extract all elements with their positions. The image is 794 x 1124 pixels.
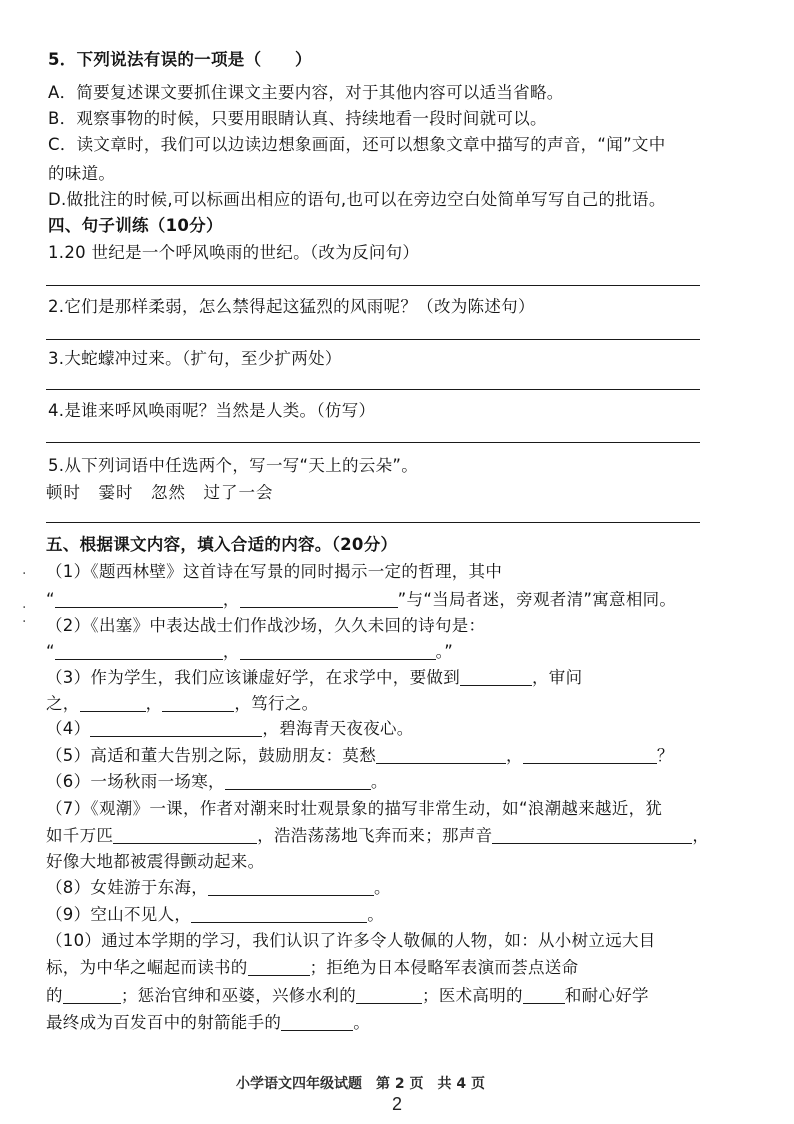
quote-open: “ xyxy=(46,590,55,609)
item3-line1 xyxy=(46,666,582,690)
item1-line2 xyxy=(46,588,676,612)
item9-line xyxy=(46,903,384,927)
item10-text-mid2: ；医术高明的 xyxy=(422,986,523,1005)
item5-line xyxy=(46,744,674,768)
answer-line-5[interactable] xyxy=(46,522,700,523)
item7-prefix: 如千万匹 xyxy=(46,826,114,845)
item10-text-post: 和耐心好学 xyxy=(564,986,649,1005)
item8-line xyxy=(46,876,391,900)
item3-suffix: ，笃行之。 xyxy=(234,694,319,713)
comma: ， xyxy=(506,746,523,765)
blank-2a[interactable] xyxy=(55,641,223,660)
item6-line xyxy=(46,770,388,794)
item3-line2 xyxy=(46,692,318,716)
margin-mark: · xyxy=(22,566,27,582)
margin-mark: · xyxy=(22,600,27,616)
blank-8[interactable] xyxy=(208,877,374,896)
q5-option-c-line1: C．读文章时，我们可以边读边想象画面，还可以想象文章中描写的声音，“闻”文中 xyxy=(48,135,666,154)
blank-3c[interactable] xyxy=(162,693,234,712)
section4-word-list: 顿时 霎时 忽然 过了一会 xyxy=(46,483,274,502)
margin-mark: · xyxy=(22,614,27,630)
item8-prefix: （8）女娃游于东海， xyxy=(46,878,208,897)
comma: ， xyxy=(692,826,710,845)
item7-line3: 好像大地都被震得颤动起来。 xyxy=(46,852,265,871)
item3-text: （3）作为学生，我们应该谦虚好学，在求学中，要做到 xyxy=(46,668,460,687)
blank-3a[interactable] xyxy=(460,667,532,686)
section4-item-2: 2.它们是那样柔弱，怎么禁得起这猛烈的风雨呢？（改为陈述句） xyxy=(48,297,535,316)
item10-text-mid1: ；惩治官绅和巫婆，兴修水利的 xyxy=(120,986,357,1005)
answer-line-4[interactable] xyxy=(46,442,700,443)
q5-stem: 5．下列说法有误的一项是（ ） xyxy=(48,50,312,69)
item7-middle: ，浩浩荡荡地飞奔而来；那声音 xyxy=(257,826,493,845)
question-mark: ？ xyxy=(656,746,674,765)
blank-6[interactable] xyxy=(225,771,371,790)
blank-10c[interactable] xyxy=(356,985,422,1004)
answer-line-3[interactable] xyxy=(46,389,700,390)
period: 。 xyxy=(370,772,388,791)
item10-text: 标，为中华之崛起而读书的 xyxy=(46,958,248,977)
item1-line1: （1）《题西林壁》这首诗在写景的同时揭示一定的哲理，其中 xyxy=(46,562,503,581)
blank-10d[interactable] xyxy=(523,985,565,1004)
item1-tail: ”与“当局者迷，旁观者清”寓意相同。 xyxy=(397,590,677,609)
section4-item-1: 1.20 世纪是一个呼风唤雨的世纪。（改为反问句） xyxy=(48,243,420,262)
item7-line2 xyxy=(46,824,709,848)
item10-line3 xyxy=(46,984,649,1008)
page-number: 2 xyxy=(391,1094,402,1114)
q5-option-a: A．简要复述课文要抓住课文主要内容，对于其他内容可以适当省略。 xyxy=(48,83,564,102)
item10-text-last: 最终成为百发百中的射箭能手的 xyxy=(46,1013,282,1032)
section5-heading: 五、根据课文内容，填入合适的内容。（20分） xyxy=(46,535,398,554)
period: 。 xyxy=(374,878,391,897)
item2-line1: （2）《出塞》中表达战士们作战沙场，久久未回的诗句是： xyxy=(46,616,486,635)
item10-line1: （10）通过本学期的学习，我们认识了许多令人敬佩的人物，如：从小树立远大目 xyxy=(46,931,656,950)
item10-line4 xyxy=(46,1011,370,1035)
blank-1a[interactable] xyxy=(55,589,223,608)
comma: ， xyxy=(145,694,163,713)
section4-item-4: 4.是谁来呼风唤雨呢？当然是人类。（仿写） xyxy=(48,401,376,420)
blank-7a[interactable] xyxy=(113,825,257,844)
item7-line1: （7）《观潮》一课，作者对潮来时壮观景象的描写非常生动，如“浪潮越来越近，犹 xyxy=(46,799,663,818)
blank-2b[interactable] xyxy=(240,641,436,660)
blank-5a[interactable] xyxy=(376,745,506,764)
blank-10b[interactable] xyxy=(63,985,121,1004)
page-footer-title: 小学语文四年级试题 第 2 页 共 4 页 xyxy=(236,1076,485,1092)
blank-3b[interactable] xyxy=(80,693,146,712)
section4-heading: 四、句子训练（10分） xyxy=(48,216,223,235)
item4-suffix: ，碧海青天夜夜心。 xyxy=(262,719,414,738)
blank-1b[interactable] xyxy=(240,589,398,608)
blank-10a[interactable] xyxy=(248,957,310,976)
blank-7b[interactable] xyxy=(492,825,692,844)
q5-option-b: B．观察事物的时候，只要用眼睛认真、持续地看一段时间就可以。 xyxy=(48,109,547,128)
section4-item-3: 3.大蛇蠓冲过来。（扩句，至少扩两处） xyxy=(48,349,342,368)
item10-prefix: 的 xyxy=(46,986,63,1005)
blank-9[interactable] xyxy=(191,904,367,923)
q5-option-d: D.做批注的时候,可以标画出相应的语句,也可以在旁边空白处简单写写自己的批语。 xyxy=(48,190,666,209)
blank-10e[interactable] xyxy=(281,1012,353,1031)
blank-4[interactable] xyxy=(90,718,262,737)
item9-prefix: （9）空山不见人， xyxy=(46,905,192,924)
quote-open: “ xyxy=(46,642,55,661)
quote-close: 。” xyxy=(435,642,454,661)
item10-text-after: ；拒绝为日本侵略军表演而荟点送命 xyxy=(309,958,579,977)
period: 。 xyxy=(353,1013,371,1032)
item10-line2 xyxy=(46,956,578,980)
answer-line-2[interactable] xyxy=(46,339,700,340)
section4-item-5: 5.从下列词语中任选两个，写一写“天上的云朵”。 xyxy=(48,456,419,475)
item4-prefix: （4） xyxy=(46,719,91,738)
period: 。 xyxy=(367,905,385,924)
comma: ， xyxy=(222,642,240,661)
answer-line-1[interactable] xyxy=(46,285,700,286)
item2-line2 xyxy=(46,640,453,664)
q5-option-c-line2: 的味道。 xyxy=(48,164,116,183)
comma: ， xyxy=(222,590,240,609)
item3-text-after: ，审问 xyxy=(532,668,583,687)
item4-line xyxy=(46,717,414,741)
item3-prefix: 之， xyxy=(46,694,80,713)
blank-5b[interactable] xyxy=(523,745,657,764)
item6-prefix: （6）一场秋雨一场寒， xyxy=(46,772,225,791)
item5-prefix: （5）高适和董大告别之际，鼓励朋友：莫愁 xyxy=(46,746,376,765)
